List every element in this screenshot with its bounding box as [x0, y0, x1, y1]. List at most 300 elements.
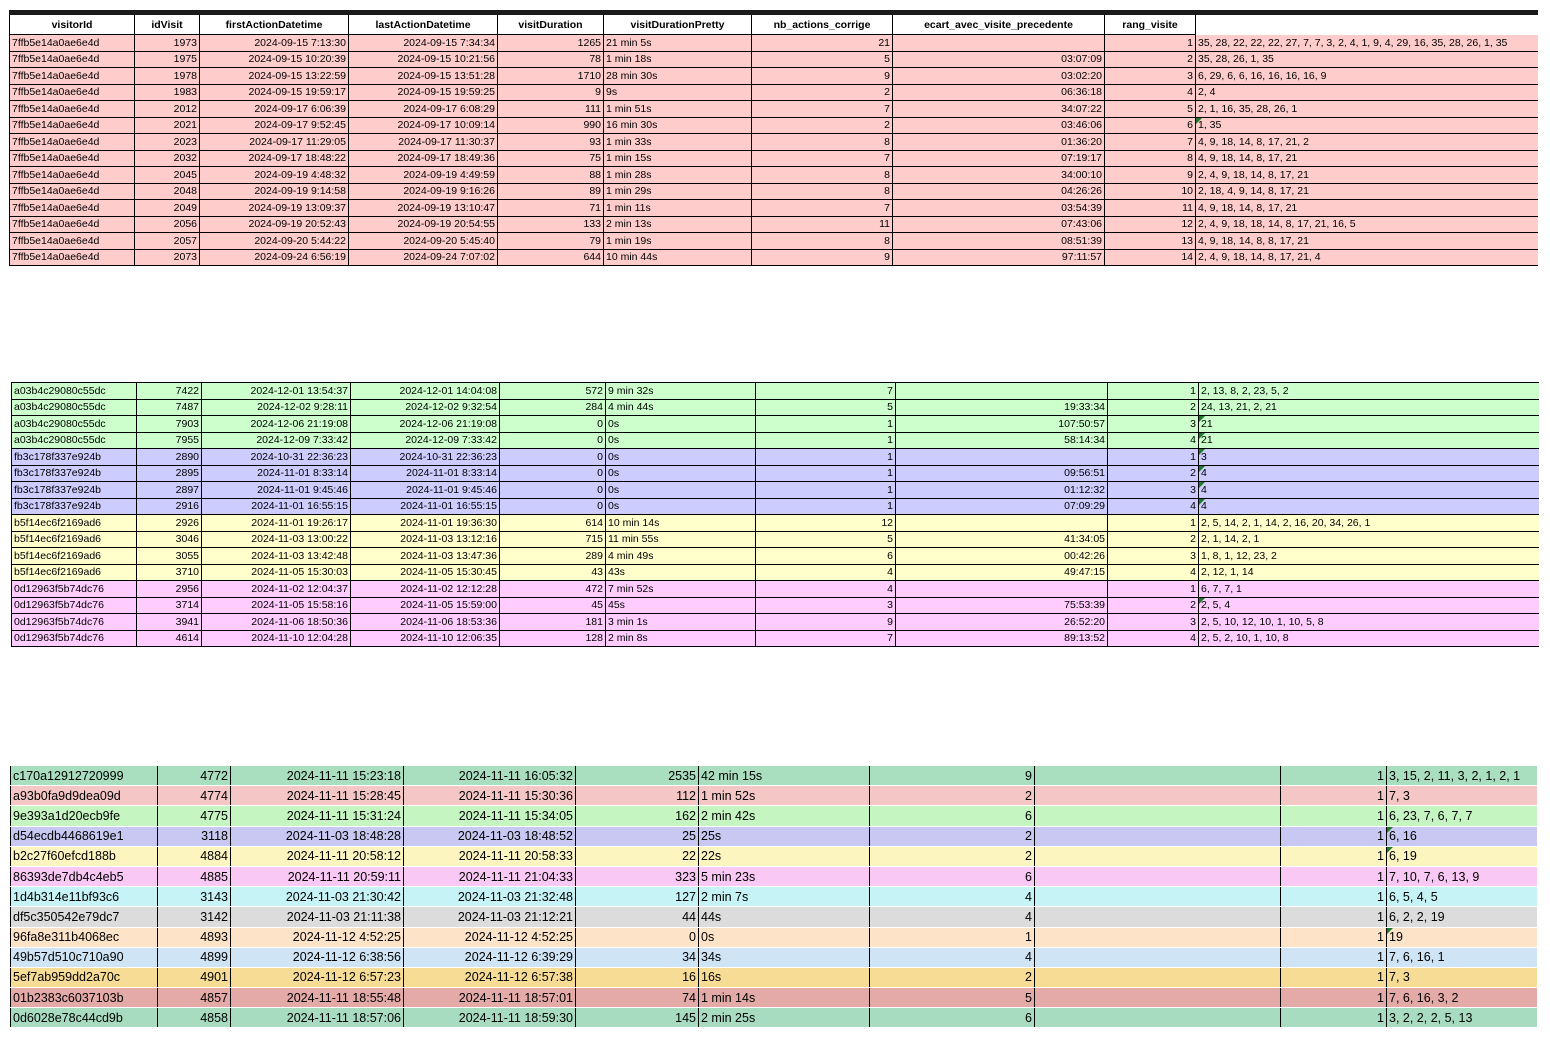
nb-actions-cell[interactable]: 1	[870, 927, 1035, 947]
id-visit-cell[interactable]: 3714	[137, 597, 202, 614]
visit-duration-pretty-cell[interactable]: 0s	[606, 416, 756, 433]
rang-visite-cell[interactable]: 1	[1281, 766, 1387, 786]
actions-list-cell[interactable]: 21	[1199, 432, 1539, 449]
visit-duration-cell[interactable]: 45	[500, 597, 606, 614]
actions-list-cell[interactable]: 4, 9, 18, 14, 8, 17, 21	[1196, 200, 1538, 217]
last-action-datetime-cell[interactable]: 2024-11-03 21:32:48	[404, 887, 576, 907]
actions-list-cell[interactable]: 7, 6, 16, 1	[1387, 947, 1537, 967]
actions-list-cell[interactable]: 2, 5, 4	[1199, 597, 1539, 614]
actions-list-cell[interactable]: 2, 4, 9, 18, 18, 14, 8, 17, 21, 16, 5	[1196, 216, 1538, 233]
col-header-firstActionDatetime[interactable]: firstActionDatetime	[200, 13, 349, 35]
nb-actions-cell[interactable]: 11	[752, 216, 893, 233]
first-action-datetime-cell[interactable]: 2024-09-19 13:09:37	[200, 200, 349, 217]
col-header-lastActionDatetime[interactable]: lastActionDatetime	[349, 13, 498, 35]
visit-duration-cell[interactable]: 22	[576, 846, 699, 866]
ecart-cell[interactable]: 09:56:51	[896, 465, 1108, 482]
ecart-cell[interactable]: 34:00:10	[893, 167, 1105, 184]
nb-actions-cell[interactable]: 4	[756, 564, 896, 581]
actions-list-cell[interactable]: 4, 9, 18, 14, 8, 17, 21	[1196, 150, 1538, 167]
actions-list-cell[interactable]: 2, 5, 2, 10, 1, 10, 8	[1199, 630, 1539, 647]
ecart-cell[interactable]	[1035, 967, 1281, 987]
id-visit-cell[interactable]: 2897	[137, 482, 202, 499]
actions-list-cell[interactable]: 7, 6, 16, 3, 2	[1387, 988, 1537, 1008]
actions-list-cell[interactable]: 6, 2, 2, 19	[1387, 907, 1537, 927]
rang-visite-cell[interactable]: 4	[1108, 630, 1199, 647]
visit-duration-pretty-cell[interactable]: 7 min 52s	[606, 581, 756, 598]
visit-duration-pretty-cell[interactable]: 0s	[606, 465, 756, 482]
first-action-datetime-cell[interactable]: 2024-09-19 9:14:58	[200, 183, 349, 200]
nb-actions-cell[interactable]: 2	[870, 967, 1035, 987]
visitor-id-cell[interactable]: b2c27f60efcd188b	[11, 846, 158, 866]
visitor-id-cell[interactable]: 0d6028e78c44cd9b	[11, 1008, 158, 1028]
nb-actions-cell[interactable]: 5	[752, 51, 893, 68]
nb-actions-cell[interactable]: 7	[752, 101, 893, 118]
visit-duration-cell[interactable]: 1710	[498, 68, 604, 85]
last-action-datetime-cell[interactable]: 2024-09-19 9:16:26	[349, 183, 498, 200]
nb-actions-cell[interactable]: 6	[870, 806, 1035, 826]
ecart-cell[interactable]: 06:36:18	[893, 84, 1105, 101]
visitor-id-cell[interactable]: 7ffb5e14a0ae6e4d	[10, 216, 135, 233]
rang-visite-cell[interactable]: 13	[1105, 233, 1196, 250]
visitor-id-cell[interactable]: a03b4c29080c55dc	[12, 416, 137, 433]
rang-visite-cell[interactable]: 8	[1105, 150, 1196, 167]
visit-duration-pretty-cell[interactable]: 1 min 29s	[604, 183, 752, 200]
last-action-datetime-cell[interactable]: 2024-09-17 11:30:37	[349, 134, 498, 151]
visit-duration-cell[interactable]: 127	[576, 887, 699, 907]
visit-duration-pretty-cell[interactable]: 11 min 55s	[606, 531, 756, 548]
visit-duration-pretty-cell[interactable]: 2 min 8s	[606, 630, 756, 647]
id-visit-cell[interactable]: 2021	[135, 117, 200, 134]
visit-duration-pretty-cell[interactable]: 1 min 11s	[604, 200, 752, 217]
visitor-id-cell[interactable]: a03b4c29080c55dc	[12, 399, 137, 416]
actions-list-cell[interactable]: 2, 1, 14, 2, 1	[1199, 531, 1539, 548]
last-action-datetime-cell[interactable]: 2024-12-01 14:04:08	[351, 383, 500, 400]
ecart-cell[interactable]	[1035, 766, 1281, 786]
ecart-cell[interactable]	[1035, 907, 1281, 927]
last-action-datetime-cell[interactable]: 2024-11-11 18:59:30	[404, 1008, 576, 1028]
actions-list-cell[interactable]: 7, 10, 7, 6, 13, 9	[1387, 866, 1537, 886]
col-header-visitorId[interactable]: visitorId	[10, 13, 135, 35]
col-header-visitDuration[interactable]: visitDuration	[498, 13, 604, 35]
visit-duration-cell[interactable]: 715	[500, 531, 606, 548]
first-action-datetime-cell[interactable]: 2024-11-11 18:55:48	[231, 988, 404, 1008]
ecart-cell[interactable]	[893, 35, 1105, 52]
visit-duration-pretty-cell[interactable]: 44s	[699, 907, 870, 927]
visit-duration-cell[interactable]: 1265	[498, 35, 604, 52]
rang-visite-cell[interactable]: 1	[1281, 927, 1387, 947]
rang-visite-cell[interactable]: 1	[1281, 967, 1387, 987]
last-action-datetime-cell[interactable]: 2024-11-11 15:34:05	[404, 806, 576, 826]
first-action-datetime-cell[interactable]: 2024-11-03 21:30:42	[231, 887, 404, 907]
ecart-cell[interactable]: 58:14:34	[896, 432, 1108, 449]
visitor-id-cell[interactable]: fb3c178f337e924b	[12, 465, 137, 482]
visitor-id-cell[interactable]: 7ffb5e14a0ae6e4d	[10, 183, 135, 200]
ecart-cell[interactable]	[1035, 866, 1281, 886]
ecart-cell[interactable]: 07:19:17	[893, 150, 1105, 167]
ecart-cell[interactable]: 19:33:34	[896, 399, 1108, 416]
ecart-cell[interactable]: 107:50:57	[896, 416, 1108, 433]
last-action-datetime-cell[interactable]: 2024-09-15 13:51:28	[349, 68, 498, 85]
last-action-datetime-cell[interactable]: 2024-09-19 20:54:55	[349, 216, 498, 233]
rang-visite-cell[interactable]: 1	[1105, 35, 1196, 52]
id-visit-cell[interactable]: 4858	[158, 1008, 231, 1028]
visitor-id-cell[interactable]: df5c350542e79dc7	[11, 907, 158, 927]
first-action-datetime-cell[interactable]: 2024-11-11 15:31:24	[231, 806, 404, 826]
visit-duration-cell[interactable]: 78	[498, 51, 604, 68]
nb-actions-cell[interactable]: 7	[752, 150, 893, 167]
visit-duration-pretty-cell[interactable]: 42 min 15s	[699, 766, 870, 786]
id-visit-cell[interactable]: 2926	[137, 515, 202, 532]
first-action-datetime-cell[interactable]: 2024-11-01 9:45:46	[202, 482, 351, 499]
ecart-cell[interactable]: 89:13:52	[896, 630, 1108, 647]
nb-actions-cell[interactable]: 9	[752, 249, 893, 266]
col-header-visitDurationPretty[interactable]: visitDurationPretty	[604, 13, 752, 35]
visitor-id-cell[interactable]: c170a12912720999	[11, 766, 158, 786]
visit-duration-cell[interactable]: 289	[500, 548, 606, 565]
nb-actions-cell[interactable]: 8	[752, 233, 893, 250]
col-header-rang-visite[interactable]: rang_visite	[1105, 13, 1196, 35]
id-visit-cell[interactable]: 4899	[158, 947, 231, 967]
visit-duration-cell[interactable]: 74	[576, 988, 699, 1008]
visit-duration-cell[interactable]: 34	[576, 947, 699, 967]
visit-duration-pretty-cell[interactable]: 1 min 33s	[604, 134, 752, 151]
nb-actions-cell[interactable]: 1	[756, 498, 896, 515]
visit-duration-pretty-cell[interactable]: 0s	[606, 482, 756, 499]
ecart-cell[interactable]	[896, 449, 1108, 466]
visit-duration-cell[interactable]: 93	[498, 134, 604, 151]
first-action-datetime-cell[interactable]: 2024-09-19 4:48:32	[200, 167, 349, 184]
actions-list-cell[interactable]: 6, 23, 7, 6, 7, 7	[1387, 806, 1537, 826]
visit-duration-cell[interactable]: 75	[498, 150, 604, 167]
visitor-id-cell[interactable]: 0d12963f5b74dc76	[12, 614, 137, 631]
rang-visite-cell[interactable]: 3	[1108, 482, 1199, 499]
id-visit-cell[interactable]: 7422	[137, 383, 202, 400]
nb-actions-cell[interactable]: 2	[870, 786, 1035, 806]
visitor-id-cell[interactable]: b5f14ec6f2169ad6	[12, 564, 137, 581]
nb-actions-cell[interactable]: 5	[870, 988, 1035, 1008]
visitor-id-cell[interactable]: b5f14ec6f2169ad6	[12, 515, 137, 532]
rang-visite-cell[interactable]: 1	[1281, 907, 1387, 927]
actions-list-cell[interactable]: 1, 35	[1196, 117, 1538, 134]
visit-duration-cell[interactable]: 9	[498, 84, 604, 101]
ecart-cell[interactable]: 41:34:05	[896, 531, 1108, 548]
visitor-id-cell[interactable]: 7ffb5e14a0ae6e4d	[10, 51, 135, 68]
visitor-id-cell[interactable]: 7ffb5e14a0ae6e4d	[10, 134, 135, 151]
visit-duration-cell[interactable]: 111	[498, 101, 604, 118]
actions-list-cell[interactable]: 2, 4, 9, 18, 14, 8, 17, 21, 4	[1196, 249, 1538, 266]
visitor-id-cell[interactable]: 0d12963f5b74dc76	[12, 597, 137, 614]
visit-duration-cell[interactable]: 16	[576, 967, 699, 987]
actions-list-cell[interactable]: 2, 18, 4, 9, 14, 8, 17, 21	[1196, 183, 1538, 200]
visit-duration-pretty-cell[interactable]: 1 min 51s	[604, 101, 752, 118]
visit-duration-pretty-cell[interactable]: 4 min 49s	[606, 548, 756, 565]
first-action-datetime-cell[interactable]: 2024-11-03 13:42:48	[202, 548, 351, 565]
rang-visite-cell[interactable]: 3	[1108, 548, 1199, 565]
visit-duration-pretty-cell[interactable]: 1 min 19s	[604, 233, 752, 250]
ecart-cell[interactable]: 03:02:20	[893, 68, 1105, 85]
first-action-datetime-cell[interactable]: 2024-12-06 21:19:08	[202, 416, 351, 433]
visit-duration-cell[interactable]: 162	[576, 806, 699, 826]
first-action-datetime-cell[interactable]: 2024-12-02 9:28:11	[202, 399, 351, 416]
first-action-datetime-cell[interactable]: 2024-11-11 20:58:12	[231, 846, 404, 866]
last-action-datetime-cell[interactable]: 2024-12-06 21:19:08	[351, 416, 500, 433]
visit-duration-cell[interactable]: 323	[576, 866, 699, 886]
rang-visite-cell[interactable]: 1	[1281, 947, 1387, 967]
last-action-datetime-cell[interactable]: 2024-09-15 19:59:25	[349, 84, 498, 101]
first-action-datetime-cell[interactable]: 2024-11-12 6:57:23	[231, 967, 404, 987]
visitor-id-cell[interactable]: fb3c178f337e924b	[12, 482, 137, 499]
visitor-id-cell[interactable]: a03b4c29080c55dc	[12, 383, 137, 400]
rang-visite-cell[interactable]: 12	[1105, 216, 1196, 233]
visitor-id-cell[interactable]: 96fa8e311b4068ec	[11, 927, 158, 947]
rang-visite-cell[interactable]: 7	[1105, 134, 1196, 151]
id-visit-cell[interactable]: 2057	[135, 233, 200, 250]
nb-actions-cell[interactable]: 5	[756, 531, 896, 548]
actions-list-cell[interactable]: 4, 9, 18, 14, 8, 17, 21, 2	[1196, 134, 1538, 151]
id-visit-cell[interactable]: 2916	[137, 498, 202, 515]
last-action-datetime-cell[interactable]: 2024-12-02 9:32:54	[351, 399, 500, 416]
id-visit-cell[interactable]: 4772	[158, 766, 231, 786]
id-visit-cell[interactable]: 4857	[158, 988, 231, 1008]
last-action-datetime-cell[interactable]: 2024-11-03 13:12:16	[351, 531, 500, 548]
rang-visite-cell[interactable]: 1	[1281, 1008, 1387, 1028]
last-action-datetime-cell[interactable]: 2024-11-03 21:12:21	[404, 907, 576, 927]
visit-duration-cell[interactable]: 614	[500, 515, 606, 532]
ecart-cell[interactable]: 08:51:39	[893, 233, 1105, 250]
actions-list-cell[interactable]: 3	[1199, 449, 1539, 466]
rang-visite-cell[interactable]: 11	[1105, 200, 1196, 217]
nb-actions-cell[interactable]: 9	[756, 614, 896, 631]
visit-duration-cell[interactable]: 0	[576, 927, 699, 947]
last-action-datetime-cell[interactable]: 2024-11-12 4:52:25	[404, 927, 576, 947]
visitor-id-cell[interactable]: b5f14ec6f2169ad6	[12, 548, 137, 565]
rang-visite-cell[interactable]: 3	[1108, 614, 1199, 631]
rang-visite-cell[interactable]: 2	[1105, 51, 1196, 68]
ecart-cell[interactable]: 07:43:06	[893, 216, 1105, 233]
first-action-datetime-cell[interactable]: 2024-11-03 18:48:28	[231, 826, 404, 846]
nb-actions-cell[interactable]: 1	[756, 432, 896, 449]
actions-list-cell[interactable]: 6, 5, 4, 5	[1387, 887, 1537, 907]
rang-visite-cell[interactable]: 9	[1105, 167, 1196, 184]
ecart-cell[interactable]: 01:36:20	[893, 134, 1105, 151]
visit-duration-pretty-cell[interactable]: 28 min 30s	[604, 68, 752, 85]
visit-duration-pretty-cell[interactable]: 0s	[606, 498, 756, 515]
nb-actions-cell[interactable]: 2	[752, 117, 893, 134]
last-action-datetime-cell[interactable]: 2024-11-03 13:47:36	[351, 548, 500, 565]
nb-actions-cell[interactable]: 7	[752, 200, 893, 217]
last-action-datetime-cell[interactable]: 2024-11-12 6:57:38	[404, 967, 576, 987]
visit-duration-pretty-cell[interactable]: 5 min 23s	[699, 866, 870, 886]
ecart-cell[interactable]: 26:52:20	[896, 614, 1108, 631]
ecart-cell[interactable]	[1035, 1008, 1281, 1028]
actions-list-cell[interactable]: 4	[1199, 465, 1539, 482]
first-action-datetime-cell[interactable]: 2024-11-02 12:04:37	[202, 581, 351, 598]
visit-duration-pretty-cell[interactable]: 2 min 7s	[699, 887, 870, 907]
last-action-datetime-cell[interactable]: 2024-11-01 16:55:15	[351, 498, 500, 515]
id-visit-cell[interactable]: 2032	[135, 150, 200, 167]
visitor-id-cell[interactable]: 9e393a1d20ecb9fe	[11, 806, 158, 826]
visit-duration-pretty-cell[interactable]: 16s	[699, 967, 870, 987]
actions-list-cell[interactable]: 2, 5, 10, 12, 10, 1, 10, 5, 8	[1199, 614, 1539, 631]
actions-list-cell[interactable]: 7, 3	[1387, 967, 1537, 987]
first-action-datetime-cell[interactable]: 2024-09-15 19:59:17	[200, 84, 349, 101]
visitor-id-cell[interactable]: 1d4b314e11bf93c6	[11, 887, 158, 907]
ecart-cell[interactable]	[1035, 988, 1281, 1008]
id-visit-cell[interactable]: 2023	[135, 134, 200, 151]
last-action-datetime-cell[interactable]: 2024-11-11 21:04:33	[404, 866, 576, 886]
visit-duration-pretty-cell[interactable]: 10 min 14s	[606, 515, 756, 532]
ecart-cell[interactable]: 07:09:29	[896, 498, 1108, 515]
visit-duration-pretty-cell[interactable]: 1 min 52s	[699, 786, 870, 806]
actions-list-cell[interactable]: 35, 28, 22, 22, 22, 27, 7, 7, 3, 2, 4, 1, 9, 4, 29, 16, 35, 28, 26, 1, 35	[1196, 35, 1538, 52]
actions-list-cell[interactable]: 21	[1199, 416, 1539, 433]
visitor-id-cell[interactable]: 7ffb5e14a0ae6e4d	[10, 233, 135, 250]
visit-duration-pretty-cell[interactable]: 45s	[606, 597, 756, 614]
visitor-id-cell[interactable]: 7ffb5e14a0ae6e4d	[10, 35, 135, 52]
nb-actions-cell[interactable]: 21	[752, 35, 893, 52]
ecart-cell[interactable]: 75:53:39	[896, 597, 1108, 614]
visit-duration-cell[interactable]: 284	[500, 399, 606, 416]
actions-list-cell[interactable]: 3, 2, 2, 2, 5, 13	[1387, 1008, 1537, 1028]
id-visit-cell[interactable]: 3118	[158, 826, 231, 846]
nb-actions-cell[interactable]: 8	[752, 167, 893, 184]
ecart-cell[interactable]	[896, 383, 1108, 400]
visitor-id-cell[interactable]: 7ffb5e14a0ae6e4d	[10, 84, 135, 101]
nb-actions-cell[interactable]: 3	[756, 597, 896, 614]
id-visit-cell[interactable]: 7955	[137, 432, 202, 449]
ecart-cell[interactable]	[1035, 927, 1281, 947]
ecart-cell[interactable]	[1035, 806, 1281, 826]
first-action-datetime-cell[interactable]: 2024-09-17 6:06:39	[200, 101, 349, 118]
actions-list-cell[interactable]: 3, 15, 2, 11, 3, 2, 1, 2, 1	[1387, 766, 1537, 786]
rang-visite-cell[interactable]: 1	[1281, 806, 1387, 826]
rang-visite-cell[interactable]: 4	[1108, 564, 1199, 581]
visit-duration-pretty-cell[interactable]: 16 min 30s	[604, 117, 752, 134]
ecart-cell[interactable]	[1035, 887, 1281, 907]
nb-actions-cell[interactable]: 7	[756, 630, 896, 647]
nb-actions-cell[interactable]: 4	[870, 947, 1035, 967]
last-action-datetime-cell[interactable]: 2024-11-11 20:58:33	[404, 846, 576, 866]
nb-actions-cell[interactable]: 2	[870, 846, 1035, 866]
id-visit-cell[interactable]: 7487	[137, 399, 202, 416]
col-header-actions[interactable]	[1196, 13, 1538, 35]
ecart-cell[interactable]: 03:07:09	[893, 51, 1105, 68]
rang-visite-cell[interactable]: 1	[1281, 866, 1387, 886]
rang-visite-cell[interactable]: 6	[1105, 117, 1196, 134]
nb-actions-cell[interactable]: 2	[870, 826, 1035, 846]
nb-actions-cell[interactable]: 7	[756, 383, 896, 400]
first-action-datetime-cell[interactable]: 2024-11-10 12:04:28	[202, 630, 351, 647]
id-visit-cell[interactable]: 3142	[158, 907, 231, 927]
visitor-id-cell[interactable]: b5f14ec6f2169ad6	[12, 531, 137, 548]
rang-visite-cell[interactable]: 2	[1108, 597, 1199, 614]
first-action-datetime-cell[interactable]: 2024-11-03 13:00:22	[202, 531, 351, 548]
nb-actions-cell[interactable]: 1	[756, 449, 896, 466]
visitor-id-cell[interactable]: fb3c178f337e924b	[12, 449, 137, 466]
ecart-cell[interactable]	[896, 581, 1108, 598]
id-visit-cell[interactable]: 4884	[158, 846, 231, 866]
last-action-datetime-cell[interactable]: 2024-09-19 4:49:59	[349, 167, 498, 184]
col-header-nb-actions-corrige[interactable]: nb_actions_corrige	[752, 13, 893, 35]
visitor-id-cell[interactable]: 7ffb5e14a0ae6e4d	[10, 249, 135, 266]
visit-duration-cell[interactable]: 25	[576, 826, 699, 846]
visitor-id-cell[interactable]: 01b2383c6037103b	[11, 988, 158, 1008]
last-action-datetime-cell[interactable]: 2024-11-11 18:57:01	[404, 988, 576, 1008]
rang-visite-cell[interactable]: 5	[1105, 101, 1196, 118]
visit-duration-cell[interactable]: 0	[500, 482, 606, 499]
first-action-datetime-cell[interactable]: 2024-11-05 15:58:16	[202, 597, 351, 614]
visit-duration-cell[interactable]: 145	[576, 1008, 699, 1028]
visitor-id-cell[interactable]: 7ffb5e14a0ae6e4d	[10, 117, 135, 134]
visit-duration-pretty-cell[interactable]: 9s	[604, 84, 752, 101]
rang-visite-cell[interactable]: 2	[1108, 531, 1199, 548]
visit-duration-pretty-cell[interactable]: 34s	[699, 947, 870, 967]
first-action-datetime-cell[interactable]: 2024-11-12 6:38:56	[231, 947, 404, 967]
first-action-datetime-cell[interactable]: 2024-09-15 13:22:59	[200, 68, 349, 85]
nb-actions-cell[interactable]: 4	[870, 907, 1035, 927]
first-action-datetime-cell[interactable]: 2024-09-17 9:52:45	[200, 117, 349, 134]
visit-duration-cell[interactable]: 71	[498, 200, 604, 217]
rang-visite-cell[interactable]: 2	[1108, 399, 1199, 416]
visit-duration-cell[interactable]: 112	[576, 786, 699, 806]
id-visit-cell[interactable]: 4901	[158, 967, 231, 987]
visit-duration-cell[interactable]: 44	[576, 907, 699, 927]
actions-list-cell[interactable]: 4	[1199, 482, 1539, 499]
actions-list-cell[interactable]: 2, 4, 9, 18, 14, 8, 17, 21	[1196, 167, 1538, 184]
visitor-id-cell[interactable]: 7ffb5e14a0ae6e4d	[10, 101, 135, 118]
last-action-datetime-cell[interactable]: 2024-09-20 5:45:40	[349, 233, 498, 250]
visit-duration-cell[interactable]: 990	[498, 117, 604, 134]
visitor-id-cell[interactable]: 0d12963f5b74dc76	[12, 630, 137, 647]
nb-actions-cell[interactable]: 4	[870, 887, 1035, 907]
first-action-datetime-cell[interactable]: 2024-09-15 7:13:30	[200, 35, 349, 52]
id-visit-cell[interactable]: 4614	[137, 630, 202, 647]
ecart-cell[interactable]	[1035, 846, 1281, 866]
first-action-datetime-cell[interactable]: 2024-11-12 4:52:25	[231, 927, 404, 947]
ecart-cell[interactable]: 04:26:26	[893, 183, 1105, 200]
rang-visite-cell[interactable]: 1	[1281, 887, 1387, 907]
first-action-datetime-cell[interactable]: 2024-11-05 15:30:03	[202, 564, 351, 581]
last-action-datetime-cell[interactable]: 2024-11-11 16:05:32	[404, 766, 576, 786]
rang-visite-cell[interactable]: 2	[1108, 465, 1199, 482]
last-action-datetime-cell[interactable]: 2024-11-10 12:06:35	[351, 630, 500, 647]
visit-duration-cell[interactable]: 0	[500, 432, 606, 449]
actions-list-cell[interactable]: 1, 8, 1, 12, 23, 2	[1199, 548, 1539, 565]
first-action-datetime-cell[interactable]: 2024-11-11 15:23:18	[231, 766, 404, 786]
visit-duration-pretty-cell[interactable]: 43s	[606, 564, 756, 581]
rang-visite-cell[interactable]: 1	[1108, 449, 1199, 466]
ecart-cell[interactable]	[1035, 947, 1281, 967]
visit-duration-cell[interactable]: 181	[500, 614, 606, 631]
ecart-cell[interactable]: 34:07:22	[893, 101, 1105, 118]
visitor-id-cell[interactable]: 5ef7ab959dd2a70c	[11, 967, 158, 987]
visitor-id-cell[interactable]: d54ecdb4468619e1	[11, 826, 158, 846]
id-visit-cell[interactable]: 3046	[137, 531, 202, 548]
id-visit-cell[interactable]: 2048	[135, 183, 200, 200]
last-action-datetime-cell[interactable]: 2024-09-15 10:21:56	[349, 51, 498, 68]
visit-duration-cell[interactable]: 88	[498, 167, 604, 184]
visit-duration-cell[interactable]: 89	[498, 183, 604, 200]
nb-actions-cell[interactable]: 6	[870, 1008, 1035, 1028]
visit-duration-pretty-cell[interactable]: 1 min 15s	[604, 150, 752, 167]
nb-actions-cell[interactable]: 8	[752, 134, 893, 151]
rang-visite-cell[interactable]: 1	[1108, 581, 1199, 598]
id-visit-cell[interactable]: 4775	[158, 806, 231, 826]
id-visit-cell[interactable]: 7903	[137, 416, 202, 433]
actions-list-cell[interactable]: 7, 3	[1387, 786, 1537, 806]
id-visit-cell[interactable]: 4885	[158, 866, 231, 886]
ecart-cell[interactable]: 00:42:26	[896, 548, 1108, 565]
